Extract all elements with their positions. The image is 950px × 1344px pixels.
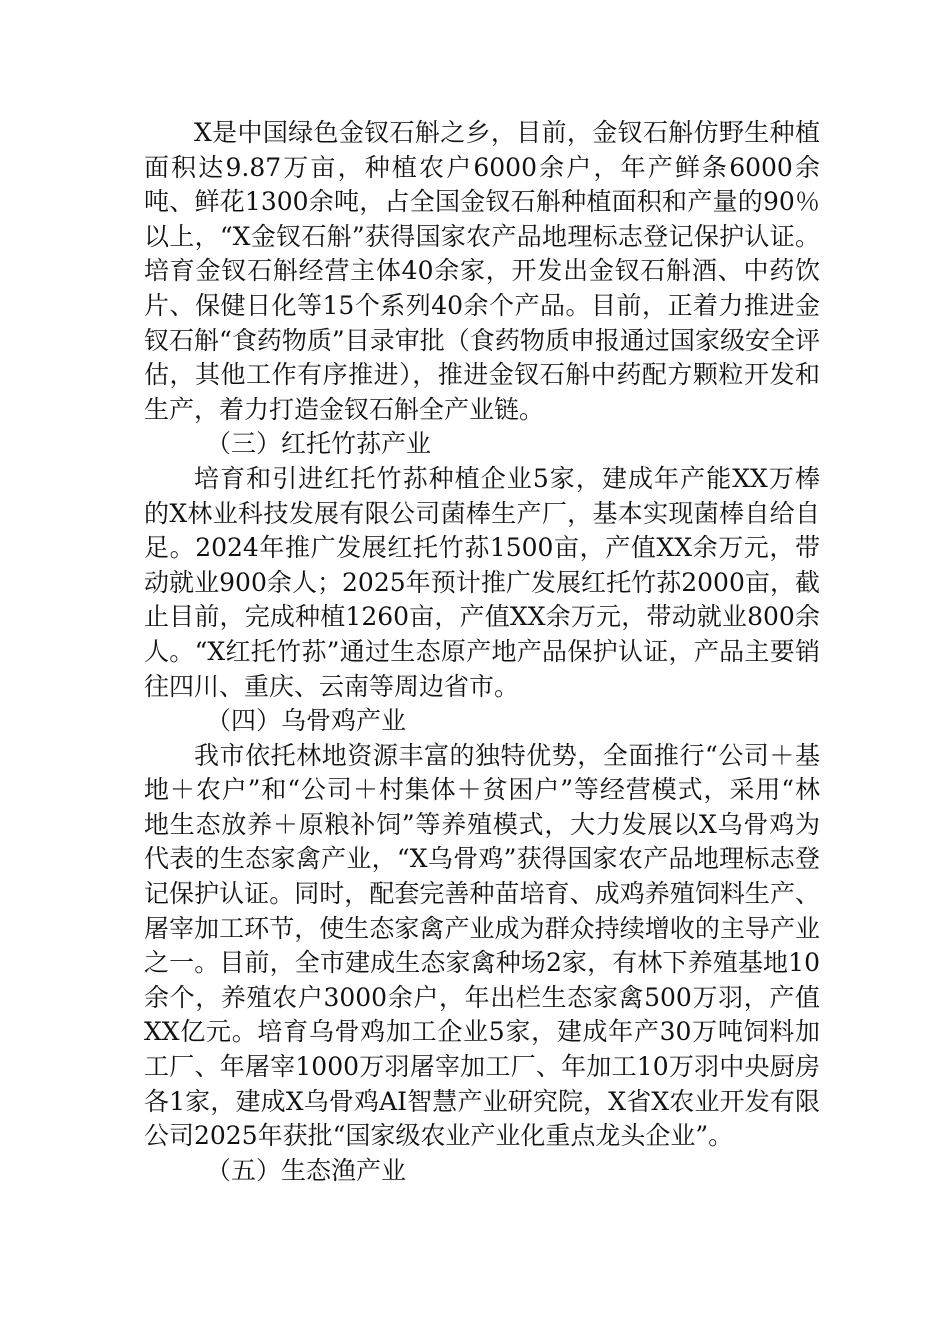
section-heading-ecological-fishery: （五）生态渔产业 [206,1155,407,1185]
document-body [144,116,820,1188]
paragraph-hongtuo-zhusun: 培育和引进红托竹荪种植企业5家，建成年产能XX万棒的X林业科技发展有限公司菌棒生产厂，基本实现菌棒自给自足。2024年推广发展红托竹荪1500亩，产值XX余万元，带动就业900余人；2025年预计推广发展红托竹荪2000亩，截止目前，完成种植1260亩，产值XX余万元，带动就业800余人。“X红托竹荪”通过生态原产地产品保护认证，产品主要销往四川、重庆、云南等周边省市。 [144,463,820,701]
section-heading-wugu-chicken: （四）乌骨鸡产业 [206,706,407,736]
section-heading-hongtuo-zhusun: （三）红托竹荪产业 [206,429,432,459]
paragraph-jinchai-dendrobium: X是中国绿色金钗石斛之乡，目前，金钗石斛仿野生种植面积达9.87万亩，种植农户6000余户，年产鲜条6000余吨、鲜花1300余吨，占全国金钗石斛种植面积和产量的90％以上，“X金钗石斛”获得国家农产品地理标志登记保护认证。培育金钗石斛经营主体40余家，开发出金钗石斛酒、中药饮片、保健日化等15个系列40余个产品。目前，正着力推进金钗石斛“食药物质”目录审批（食药物质申报通过国家级安全评估，其他工作有序推进），推进金钗石斛中药配方颗粒开发和生产，着力打造金钗石斛全产业链。 [144,118,820,424]
paragraph-wugu-chicken: 我市依托林地资源丰富的独特优势，全面推行“公司＋基地＋农户”和“公司＋村集体＋贫困户”等经营模式，采用“林地生态放养＋原粮补饲”等养殖模式，大力发展以X乌骨鸡为代表的生态家禽产业，“X乌骨鸡”获得国家农产品地理标志登记保护认证。同时，配套完善种苗培育、成鸡养殖饲料生产、屠宰加工环节，使生态家禽产业成为群众持续增收的主导产业之一。目前，全市建成生态家禽种场2家，有林下养殖基地10余个，养殖农户3000余户，年出栏生态家禽500万羽，产值XX亿元。培育乌骨鸡加工企业5家，建成年产30万吨饲料加工厂、年屠宰1000万羽屠宰加工厂、年加工10万羽中央厨房各1家，建成X乌骨鸡AI智慧产业研究院，X省X农业开发有限公司2025年获批“国家级农业产业化重点龙头企业”。 [144,740,820,1151]
